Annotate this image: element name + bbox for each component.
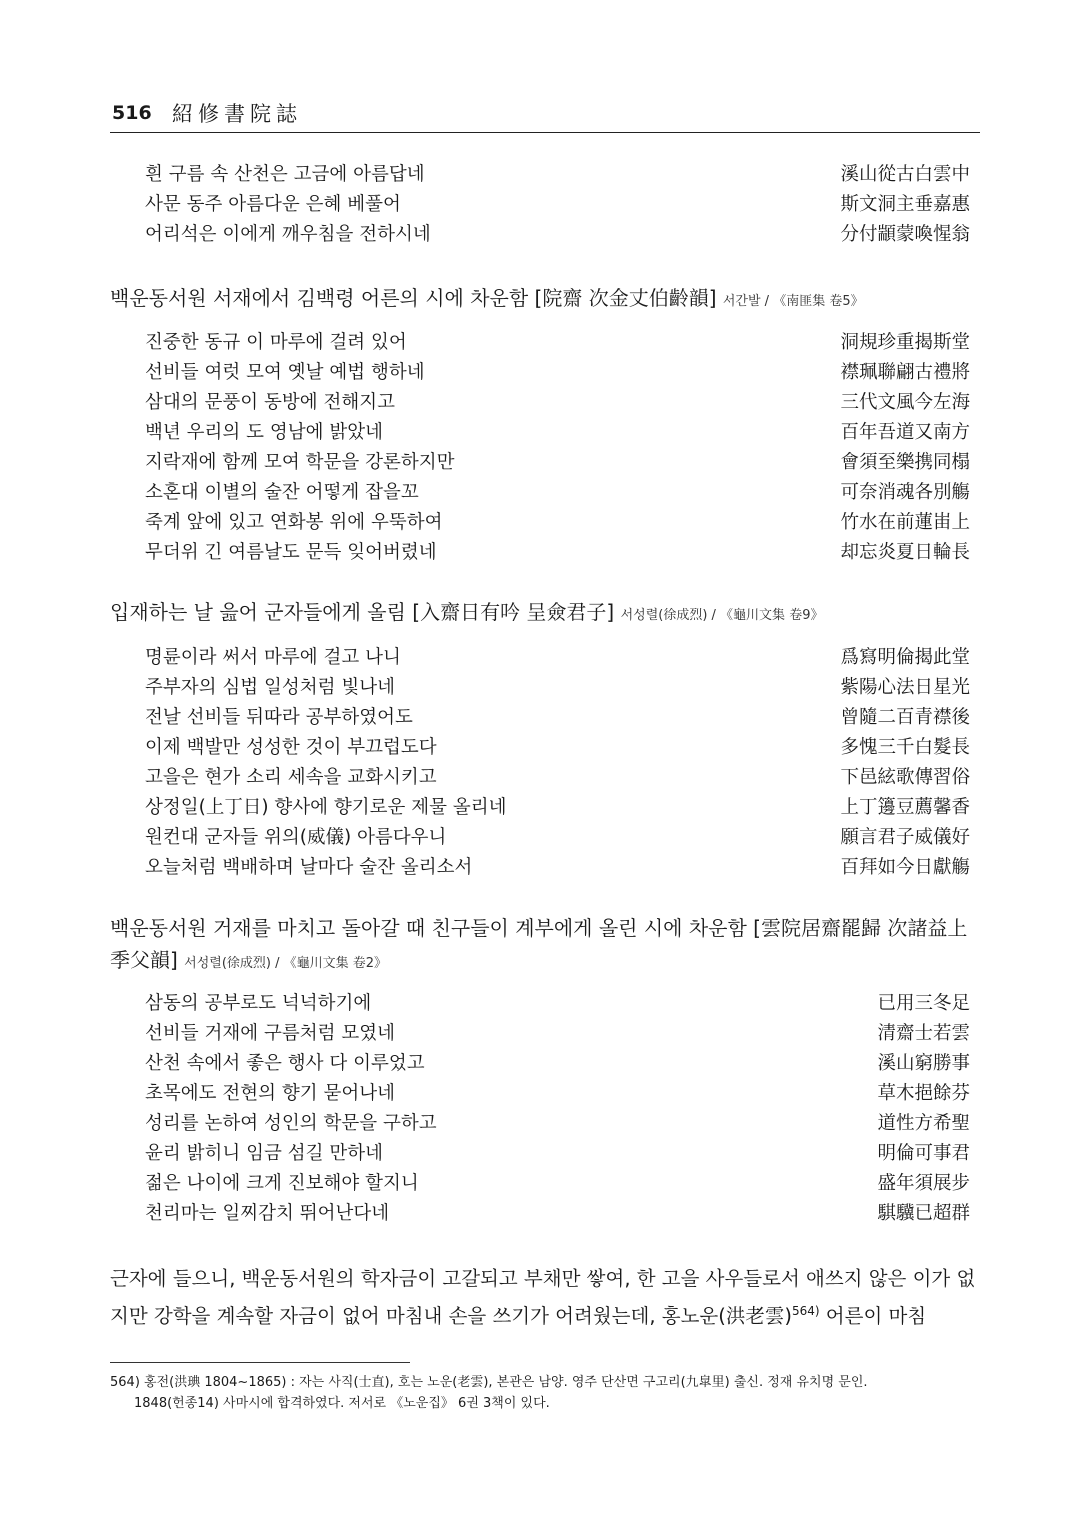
poem-line — [145, 446, 970, 476]
korean-line: 전날 선비들 뒤따라 공부하였어도 — [145, 707, 413, 728]
korean-line: 무더위 긴 여름날도 문득 잊어버렸네 — [145, 542, 437, 563]
korean-line: 지락재에 함께 모여 학문을 강론하지만 — [145, 452, 455, 473]
footnote-line: 1848(헌종14) 사마시에 합격하였다. 저서로 《노운집》 6권 3책이 있다. — [134, 1396, 550, 1411]
korean-line: 진중한 동규 이 마루에 걸려 있어 — [145, 332, 407, 353]
korean-line: 명륜이라 써서 마루에 걸고 나니 — [145, 647, 401, 668]
poem-line — [145, 641, 970, 671]
hanja-line: 百拜如今日獻觴 — [840, 857, 970, 878]
korean-line: 오늘처럼 백배하며 날마다 술잔 올리소서 — [145, 857, 473, 878]
page-header — [110, 98, 980, 133]
korean-line: 초목에도 전현의 향기 묻어나네 — [145, 1083, 395, 1104]
hanja-line: 已用三冬足 — [877, 993, 970, 1014]
poem-title-text: 백운동서원 서재에서 김백령 어른의 시에 차운함 [院齋 次金丈伯齡韻] — [110, 286, 717, 310]
poem-line — [145, 1137, 970, 1167]
poem-line — [145, 987, 970, 1017]
korean-line: 고을은 현가 소리 세속을 교화시키고 — [145, 767, 437, 788]
poem-source: 서성렬(徐成烈) / 《龜川文集 卷2》 — [184, 956, 388, 971]
korean-line: 소혼대 이별의 술잔 어떻게 잡을꼬 — [145, 482, 419, 503]
poem-title-text: 입재하는 날 읊어 군자들에게 올림 [入齋日有吟 呈僉君子] — [110, 600, 615, 624]
korean-line: 상정일(上丁日) 향사에 향기로운 제물 올리네 — [145, 797, 507, 818]
korean-line: 천리마는 일찌감치 뛰어난다네 — [145, 1203, 390, 1224]
poem-body — [145, 326, 970, 566]
poem-title — [110, 596, 980, 632]
korean-line: 선비들 여럿 모여 옛날 예법 행하네 — [145, 362, 425, 383]
poem-line — [145, 218, 970, 248]
paragraph-tail: 어른이 마침 — [819, 1304, 927, 1328]
poem-body — [145, 987, 970, 1227]
footnote-divider — [110, 1362, 410, 1363]
korean-line: 선비들 거재에 구름처럼 모였네 — [145, 1023, 395, 1044]
poem-line — [145, 731, 970, 761]
korean-line: 이제 백발만 성성한 것이 부끄럽도다 — [145, 737, 437, 758]
korean-line: 산천 속에서 좋은 행사 다 이루었고 — [145, 1053, 425, 1074]
hanja-line: 下邑絃歌傳習俗 — [840, 767, 970, 788]
poem-continuation — [145, 158, 970, 248]
poem-line — [145, 851, 970, 881]
korean-line: 주부자의 심법 일성처럼 빛나네 — [145, 677, 395, 698]
korean-line: 흰 구름 속 산천은 고금에 아름답네 — [145, 164, 425, 185]
korean-line: 원컨대 군자들 위의(威儀) 아름다우니 — [145, 827, 447, 848]
hanja-line: 會須至樂携同榻 — [840, 452, 970, 473]
poem-line — [145, 386, 970, 416]
poem-line — [145, 188, 970, 218]
poem-line — [145, 416, 970, 446]
korean-line: 사문 동주 아름다운 은혜 베풀어 — [145, 194, 401, 215]
hanja-line: 爲寫明倫揭此堂 — [840, 647, 970, 668]
body-paragraph — [110, 1262, 980, 1333]
hanja-line: 多愧三千白髮長 — [840, 737, 970, 758]
paragraph-text: 근자에 들으니, 백운동서원의 학자금이 고갈되고 부채만 쌓여, 한 고을 사우들로서 애쓰지 않은 이가 없지만 강학을 계속할 자금이 없어 마침내 손을 쓰기가 어려웠는데, 홍노운(洪老雲) — [110, 1267, 976, 1328]
hanja-line: 分付顓蒙喚惺翁 — [840, 224, 970, 245]
hanja-line: 道性方希聖 — [877, 1113, 970, 1134]
poem-line — [145, 671, 970, 701]
korean-line: 성리를 논하여 성인의 학문을 구하고 — [145, 1113, 437, 1134]
hanja-line: 上丁籩豆薦馨香 — [840, 797, 970, 818]
korean-line: 죽계 앞에 있고 연화봉 위에 우뚝하여 — [145, 512, 443, 533]
hanja-line: 斯文洞主垂嘉惠 — [840, 194, 970, 215]
korean-line: 백년 우리의 도 영남에 밝았네 — [145, 422, 383, 443]
hanja-line: 洞規珍重揭斯堂 — [840, 332, 970, 353]
poem-line — [145, 476, 970, 506]
poem-title — [110, 912, 980, 980]
hanja-line: 明倫可事君 — [877, 1143, 970, 1164]
hanja-line: 紫陽心法日星光 — [840, 677, 970, 698]
poem-source: 서성렬(徐成烈) / 《龜川文集 卷9》 — [620, 608, 824, 623]
hanja-line: 溪山從古白雲中 — [840, 164, 970, 185]
poem-line — [145, 1167, 970, 1197]
hanja-line: 三代文風今左海 — [840, 392, 970, 413]
korean-line: 삼동의 공부로도 넉넉하기에 — [145, 993, 372, 1014]
poem-line — [145, 1107, 970, 1137]
poem-line — [145, 701, 970, 731]
hanja-line: 襟珮聯翩古禮將 — [840, 362, 970, 383]
hanja-line: 溪山窮勝事 — [877, 1053, 970, 1074]
korean-line: 어리석은 이에게 깨우침을 전하시네 — [145, 224, 431, 245]
poem-line — [145, 791, 970, 821]
hanja-line: 願言君子威儀好 — [840, 827, 970, 848]
hanja-line: 曾隨二百青襟後 — [840, 707, 970, 728]
book-title: 紹修書院誌 — [172, 102, 302, 126]
poem-source: 서간발 / 《南匪集 卷5》 — [722, 294, 864, 309]
poem-line — [145, 536, 970, 566]
poem-body — [145, 641, 970, 881]
hanja-line: 清齋士若雲 — [877, 1023, 970, 1044]
poem-line — [145, 761, 970, 791]
poem-line — [145, 158, 970, 188]
footnote-ref: 564) — [791, 1304, 820, 1318]
footnote-line: 564) 홍전(洪琠 1804~1865) : 자는 사직(士直), 호는 노운(老雲), 본관은 남양. 영주 단산면 구고리(九皐里) 출신. 정재 유치명 문인. — [110, 1375, 868, 1390]
poem-line — [145, 1197, 970, 1227]
korean-line: 윤리 밝히니 임금 섬길 만하네 — [145, 1143, 383, 1164]
footnote — [110, 1372, 980, 1414]
poem-line — [145, 1077, 970, 1107]
poem-line — [145, 506, 970, 536]
poem-line — [145, 821, 970, 851]
korean-line: 젊은 나이에 크게 진보해야 할지니 — [145, 1173, 419, 1194]
page-number: 516 — [112, 102, 152, 124]
hanja-line: 可奈消魂各別觴 — [840, 482, 970, 503]
hanja-line: 百年吾道又南方 — [840, 422, 970, 443]
poem-title — [110, 282, 980, 318]
poem-line — [145, 1047, 970, 1077]
poem-title-text: 백운동서원 거재를 마치고 돌아갈 때 친구들이 계부에게 올린 시에 차운함 [雲院居齋罷歸 次諸益上季父韻] — [110, 916, 968, 972]
korean-line: 삼대의 문풍이 동방에 전해지고 — [145, 392, 395, 413]
poem-line — [145, 326, 970, 356]
poem-line — [145, 1017, 970, 1047]
hanja-line: 竹水在前蓮峀上 — [840, 512, 970, 533]
poem-line — [145, 356, 970, 386]
hanja-line: 騏驥已超群 — [877, 1203, 970, 1224]
hanja-line: 盛年須展步 — [877, 1173, 970, 1194]
hanja-line: 却忘炎夏日輪長 — [840, 542, 970, 563]
hanja-line: 草木挹餘芬 — [877, 1083, 970, 1104]
